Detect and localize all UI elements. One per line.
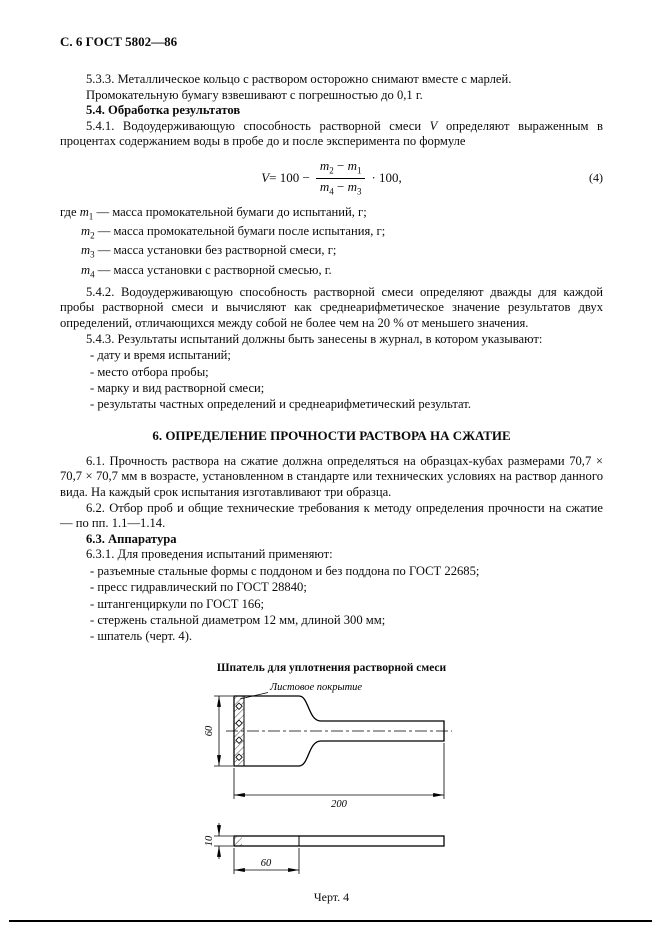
figure-number: Черт. 4 <box>313 889 350 904</box>
legend-row-m3 <box>60 242 603 261</box>
page-header: С. 6 ГОСТ 5802—86 <box>60 34 178 49</box>
heading-6-3: 6.3. Аппаратура <box>86 531 177 546</box>
legend-subscript: 2 <box>90 230 95 241</box>
legend-subscript: 1 <box>88 211 94 222</box>
legend-row-m4 <box>60 262 603 281</box>
formula-expression <box>261 159 402 197</box>
list-item: - дату и время испытаний; <box>90 348 231 363</box>
fraction-denominator <box>316 179 366 197</box>
legend-prefix: где <box>60 205 80 220</box>
figure-drawing <box>60 678 603 888</box>
spatula-top-view <box>204 682 452 810</box>
page-bottom-rule <box>9 920 652 922</box>
dimension-thickness-10 <box>214 823 233 859</box>
legend-symbol: m <box>81 243 91 258</box>
formula-4 <box>60 159 603 197</box>
list-item: - шпатель (черт. 4). <box>90 629 193 644</box>
num-sub2: 2 <box>329 165 334 176</box>
dim-head-length-label: 60 <box>260 857 271 869</box>
num-m2: m <box>319 158 330 174</box>
paragraph-5-4-3: 5.4.3. Результаты испытаний должны быть занесены в журнал, в котором указывают: <box>86 331 543 346</box>
section-6-heading: 6. ОПРЕДЕЛЕНИЕ ПРОЧНОСТИ РАСТВОРА НА СЖАТИЕ <box>152 427 511 443</box>
legend-desc: — масса установки без растворной смеси, г; <box>94 243 337 258</box>
list-item: - штангенциркули по ГОСТ 166; <box>90 596 265 611</box>
paragraph-5-4-2: 5.4.2. Водоудерживающую способность растворной смеси определяют дважды для каждой пробы растворной смеси и вычисляют как среднеарифметическое значение результатов двух определений, отличающихся между собой не более чем на 20 % от меньшего значения. <box>60 284 603 331</box>
legend-symbol: m <box>79 205 89 220</box>
paragraph-5-4-1 <box>60 119 603 150</box>
paragraph-6-2: 6.2. Отбор проб и общие технические требования к методу определения прочности на сжатие — по пп. 1.1—1.14. <box>60 500 603 531</box>
den-minus: − <box>333 178 348 194</box>
formula-fraction <box>316 159 366 197</box>
figure-caption: Шпатель для уплотнения растворной смеси <box>216 661 447 674</box>
legend-desc: — масса промокательной бумаги после испытания, г; <box>94 224 386 239</box>
formula-legend <box>60 204 603 281</box>
paragraph-6-1: 6.1. Прочность раствора на сжатие должна определяться на образцах-кубах размерами 70,7 × 70,7 × 70,7 мм в возрасте, установленном в стандарте или технических условиях на раствор данного вида. На каждый срок испытания изготавливают три образца. <box>60 453 603 499</box>
legend-symbol: m <box>81 224 91 239</box>
spatula-side-view <box>204 823 444 874</box>
paragraph-5-4-1-text-cont: определяют выраженным в процентах содержанием воды в пробе до и после эксперимента по формуле <box>60 118 603 149</box>
legend-desc: — масса промокательной бумаги до испытаний, г; <box>93 205 367 220</box>
list-item: - стержень стальной диаметром 12 мм, длиной 300 мм; <box>90 613 386 628</box>
apparatus-list <box>60 563 603 645</box>
spatula-technical-drawing <box>204 678 460 884</box>
den-m3: m <box>347 178 357 194</box>
list-item: - результаты частных определений и среднеарифметический результат. <box>90 397 471 412</box>
list-item: - разъемные стальные формы с поддоном и без поддона по ГОСТ 22685; <box>90 563 480 578</box>
den-sub3: 3 <box>356 186 362 197</box>
fraction-numerator <box>316 159 366 178</box>
formula-tail: · 100, <box>371 169 402 185</box>
dim-height-label: 60 <box>203 725 215 737</box>
den-sub4: 4 <box>329 186 334 197</box>
num-sub1: 1 <box>356 165 362 176</box>
paragraph-5-4-1-text: 5.4.1. Водоудерживающую способность растворной смеси <box>86 118 430 133</box>
legend-subscript: 3 <box>90 249 95 260</box>
num-m1: m <box>347 158 357 174</box>
legend-row-m1 <box>60 204 603 223</box>
dim-thickness-label: 10 <box>203 835 215 847</box>
formula-equals: = 100 − <box>269 169 310 185</box>
legend-desc: — масса установки с растворной смесью, г. <box>94 262 332 277</box>
paragraph-6-3-1: 6.3.1. Для проведения испытаний применяют: <box>86 547 333 562</box>
dimension-length-200 <box>234 743 444 799</box>
legend-symbol: m <box>81 262 91 277</box>
dim-length-label: 200 <box>330 798 347 810</box>
variable-v: V <box>429 118 438 133</box>
coating-label: Листовое покрытие <box>269 681 362 693</box>
paragraph-5-3-3: 5.3.3. Металлическое кольцо с раствором осторожно снимают вместе с марлей. <box>86 72 512 86</box>
journal-items-list <box>60 347 603 412</box>
legend-row-m2 <box>60 223 603 242</box>
list-item: - пресс гидравлический по ГОСТ 28840; <box>90 580 307 595</box>
num-minus: − <box>333 158 348 174</box>
list-item: - марку и вид растворной смеси; <box>90 380 265 395</box>
paragraph-5-3-3-cont: Промокательную бумагу взвешивают с погрешностью до 0,1 г. <box>86 87 423 102</box>
heading-5-4: 5.4. Обработка результатов <box>86 103 241 118</box>
formula-variable: V <box>261 169 270 185</box>
den-m4: m <box>319 178 330 194</box>
side-coating-hatch <box>234 836 241 845</box>
list-item: - место отбора пробы; <box>90 364 209 379</box>
side-outline <box>234 836 444 846</box>
formula-number: (4) <box>589 170 603 185</box>
legend-subscript: 4 <box>90 269 95 280</box>
